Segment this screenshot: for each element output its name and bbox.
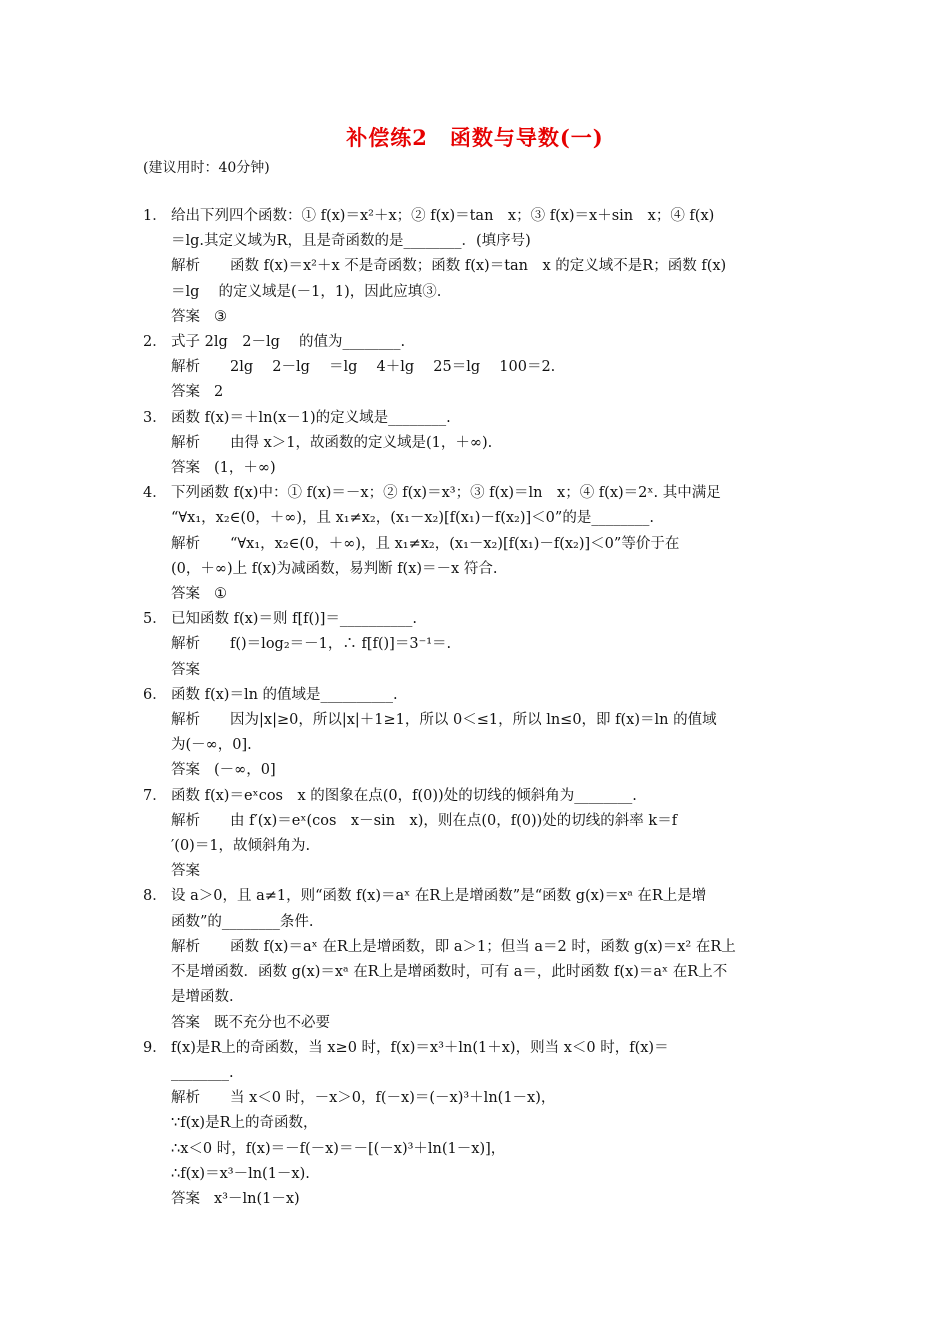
answer [143, 582, 809, 607]
question-stem-line: 已知函数 f(x)＝则 f[f()]＝__________. [171, 611, 418, 628]
question-stem-line: “∀x₁，x₂∈(0，＋∞)，且 x₁≠x₂，(x₁－x₂)[f(x₁)－f(x₂)]＜0”的是________. [171, 510, 654, 527]
solution-line [171, 1111, 809, 1136]
question-number: 5． [143, 611, 167, 628]
question-stem [143, 481, 809, 531]
question-number: 4． [143, 485, 167, 502]
solution-text: ∴f(x)＝x³－ln(1－x). [171, 1165, 310, 1182]
solution-label: 解析 [171, 1090, 200, 1107]
solution-line [171, 254, 809, 279]
solution-line [171, 708, 809, 733]
answer-text: (－∞，0] [214, 762, 276, 779]
question-item [143, 330, 809, 406]
solution-line [171, 632, 809, 657]
solution-label: 解析 [171, 636, 200, 653]
solution [143, 935, 809, 1011]
answer [143, 380, 809, 405]
solution-line [171, 1137, 809, 1162]
question-number: 3． [143, 409, 167, 426]
solution-text: 不是增函数．函数 g(x)＝xᵃ 在R上是增函数时，可有 a＝，此时函数 f(x)＝aˣ 在R上不 [171, 964, 728, 981]
solution-label: 解析 [171, 812, 200, 829]
answer-label: 答案 [171, 586, 200, 603]
doc-subtitle: (建议用时：40分钟) [143, 160, 270, 176]
question-stem [143, 204, 809, 254]
question-stem [143, 683, 809, 708]
solution-text: 函数 f(x)＝x²＋x 不是奇函数；函数 f(x)＝tan x 的定义域不是R；函数 f(x) [230, 258, 727, 275]
question-item [143, 683, 809, 784]
question-stem-line: 设 a＞0，且 a≠1，则“函数 f(x)＝aˣ 在R上是增函数”是“函数 g(x)＝xᵃ 在R上是增 [171, 888, 707, 905]
solution-label: 解析 [171, 258, 200, 275]
question-stem-line: 函数 f(x)＝eˣcos x 的图象在点(0，f(0))处的切线的倾斜角为________. [171, 787, 637, 804]
answer [143, 859, 809, 884]
question-stem-line: 函数 f(x)＝＋ln(x－1)的定义域是________. [171, 409, 451, 426]
solution-label: 解析 [171, 359, 200, 376]
answer-label: 答案 [171, 384, 200, 401]
solution-text: 因为|x|≥0，所以|x|＋1≥1，所以 0＜≤1，所以 ln≤0，即 f(x)＝ln 的值域 [230, 712, 717, 729]
solution [143, 254, 809, 304]
answer-label: 答案 [171, 308, 200, 325]
question-stem-line: 给出下列四个函数：① f(x)＝x²＋x；② f(x)＝tan x；③ f(x)＝x＋sin x；④ f(x) [171, 208, 715, 224]
answer-label: 答案 [171, 1190, 200, 1207]
question-stem [143, 607, 809, 632]
solution-line [171, 935, 809, 960]
answer-label: 答案 [171, 460, 200, 477]
solution-text: “∀x₁，x₂∈(0，＋∞)，且 x₁≠x₂，(x₁－x₂)[f(x₁)－f(x₂)]＜0”等价于在 [230, 535, 680, 552]
solution-line [171, 532, 809, 557]
solution-line [171, 1162, 809, 1187]
solution-line [171, 960, 809, 985]
solution-label: 解析 [171, 535, 200, 552]
solution [143, 431, 809, 456]
question-stem-line: ＝lg.其定义域为R，且是奇函数的是________．(填序号) [171, 233, 531, 250]
answer-text: 既不充分也不必要 [214, 1014, 330, 1031]
doc-title: 补偿练2 函数与导数(一) [346, 125, 604, 150]
answer-label: 答案 [171, 661, 200, 678]
answer-label: 答案 [171, 863, 200, 880]
solution-text: f()＝log₂＝－1，∴ f[f()]＝3⁻¹＝. [230, 636, 452, 653]
question-number: 1． [143, 208, 167, 224]
solution-line [171, 1086, 809, 1111]
solution-text: 为(－∞，0]. [171, 737, 252, 754]
question-stem [143, 330, 809, 355]
question-item [143, 406, 809, 482]
solution-line [171, 431, 809, 456]
solution-label: 解析 [171, 712, 200, 729]
answer [143, 1187, 809, 1212]
answer-text: (1，＋∞) [214, 460, 276, 477]
solution-text: (0，＋∞)上 f(x)为减函数，易判断 f(x)＝－x 符合. [171, 560, 498, 577]
question-item [143, 481, 809, 607]
solution-text: 是增函数. [171, 989, 234, 1006]
solution-text: 2lg 2－lg ＝lg 4＋lg 25＝lg 100＝2. [230, 359, 556, 376]
answer [143, 758, 809, 783]
answer-label: 答案 [171, 762, 200, 779]
question-stem-line: 函数”的________条件. [171, 913, 314, 930]
solution-text: 函数 f(x)＝aˣ 在R上是增函数，即 a＞1；但当 a＝2 时，函数 g(x)＝x² 在R上 [230, 938, 736, 955]
question-number: 2． [143, 334, 167, 351]
question-number: 6． [143, 686, 167, 703]
solution [143, 532, 809, 582]
question-number: 7． [143, 787, 167, 804]
answer-text: ① [214, 586, 227, 603]
solution-line [171, 557, 809, 582]
solution [143, 355, 809, 380]
solution-line [171, 355, 809, 380]
solution-line [171, 280, 809, 305]
answer-text: 2 [214, 384, 224, 401]
solution-line [171, 733, 809, 758]
question-number: 8． [143, 888, 167, 905]
question-stem-line: f(x)是R上的奇函数，当 x≥0 时，f(x)＝x³＋ln(1＋x)，则当 x＜0 时，f(x)＝ [171, 1039, 669, 1056]
question-number: 9． [143, 1039, 167, 1056]
solution-text: ∵f(x)是R上的奇函数， [171, 1115, 318, 1132]
solution-text: 当 x＜0 时，－x＞0，f(－x)＝(－x)³＋ln(1－x)， [230, 1090, 556, 1107]
answer-label: 答案 [171, 1014, 200, 1031]
question-item [143, 1036, 809, 1212]
question-stem [143, 1036, 809, 1086]
solution-label: 解析 [171, 938, 200, 955]
question-stem-line: 函数 f(x)＝ln 的值域是__________. [171, 686, 398, 703]
question-stem-line: 下列函数 f(x)中：① f(x)＝－x；② f(x)＝x³；③ f(x)＝ln x；④ f(x)＝2ˣ. 其中满足 [171, 485, 721, 502]
answer-text: x³－ln(1－x) [214, 1190, 300, 1207]
solution-text: ＝lg 的定义域是(－1，1)，因此应填③. [171, 283, 442, 300]
question-item [143, 784, 809, 885]
question-stem-line: ________. [171, 1064, 234, 1081]
solution-line [171, 809, 809, 834]
question-stem [143, 784, 809, 809]
solution [143, 632, 809, 657]
solution [143, 708, 809, 758]
answer [143, 1011, 809, 1036]
solution-line [171, 834, 809, 859]
solution-text: 由得 x＞1，故函数的定义域是(1，＋∞). [230, 434, 493, 451]
solution-text: ∴x＜0 时，f(x)＝－f(－x)＝－[(－x)³＋ln(1－x)]， [171, 1140, 506, 1157]
question-item [143, 204, 809, 330]
solution-text: ′(0)＝1，故倾斜角为. [171, 838, 311, 855]
answer [143, 305, 809, 330]
solution-text: 由 f′(x)＝eˣ(cos x－sin x)，则在点(0，f(0))处的切线的斜率 k＝f [230, 812, 678, 829]
question-item [143, 884, 809, 1035]
question-list [143, 204, 809, 1212]
answer-text: ③ [214, 308, 227, 325]
question-stem [143, 406, 809, 431]
solution-label: 解析 [171, 434, 200, 451]
solution-line [171, 985, 809, 1010]
question-item [143, 607, 809, 683]
question-stem-line: 式子 2lg 2－lg 的值为________. [171, 334, 406, 351]
solution [143, 1086, 809, 1187]
answer [143, 658, 809, 683]
answer [143, 456, 809, 481]
solution [143, 809, 809, 859]
question-stem [143, 884, 809, 934]
